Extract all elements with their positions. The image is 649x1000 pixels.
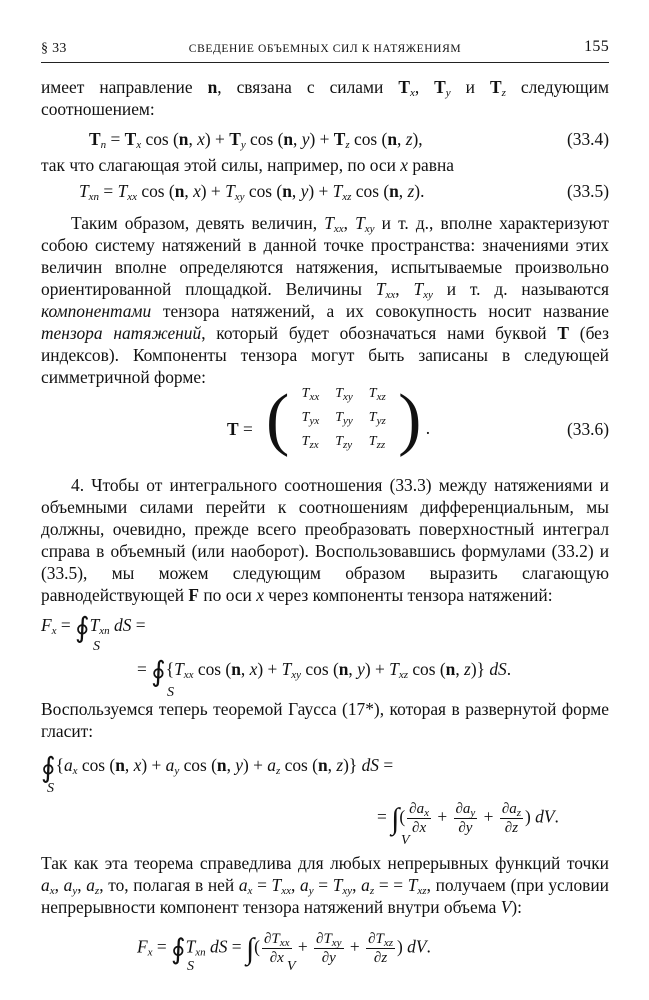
equation-number: (33.4) [566,129,609,149]
page-number: 155 [584,38,609,55]
paragraph-4: 4. Чтобы от интегрального соотношения (33.3) между натяжениями и объемными силами перейти к соотношениям дифференциальным, мы должны, очевидно, прежде всего преобразовать поверхностный интеграл справа в объемный (или наоборот). Воспользовавшись формулами (33.2) и (33.5), мы можем следующим образом выразить слагающую равнодействующей F по оси x через компоненты тензора натяжений: [41,475,609,605]
paragraph-6: Так как эта теорема справедлива для любых непрерывных функций точки $a_x$, $a_y$, $a_z$, то, полагая в ней $a_x = T_{xx}$, $a_y = T_{xy}$, $a_z$ = = $T_{xz}$, получаем (при условии непрерывности компонент тензора натяжений внутри объема V): [41,853,609,917]
section-number: § 33 [41,41,67,56]
equation-fx-final: $F_x$ = $∮T_{xn}$ dS = ∫( $\frac{\partial T_{xx}}{\partial x}$ + $\frac{\partial T_{xy}}{\partial y}$ + $\frac{\partial T_{xz}}{\partial z}$ ) dV. S V [137,931,431,974]
running-header [41,30,609,54]
equation-gauss-1: $∮\{a_x$ cos (n, $x) + a_y$ cos (n, $y) + a_z$ cos (n, z)} dS = S [41,753,394,796]
book-page [41,30,609,974]
paragraph-5: Воспользуемся теперь теоремой Гаусса (17*), которая в развернутой форме гласит: [41,699,609,741]
equation-fx-2: = $∮\{T_{xx}$ cos (n, $x) + T_{xy}$ cos (n, $y) + T_{xz}$ cos (n, z)} dS. S [137,657,512,700]
paragraph-1: имеет направление n, связана с силами $T_x$, $T_y$ и $T_z$ следующим соотношением: [41,77,609,119]
paragraph-3: Таким образом, девять величин, $T_{xx}$, $T_{xy}$ и т. д., вполне характеризуют собою систему натяжений в данной точке пространства: значениями этих величин вполне определяются натяжения, испытываемые произвольно ориентированной площадкой. Величины $T_{xx}$, $T_{xy}$ и т. д. называются компонентами тензора натяжений, а их совокупность носит название тензора натяжений, который будет обозначаться нами буквой T (без индексов). Компоненты тензора могут быть записаны в следующей симметричной форме: [41,213,609,387]
equation-number: (33.6) [566,419,609,439]
paragraph-2: так что слагающая этой силы, например, по оси x равна [41,155,454,175]
equation-33-6: T = ( $T_{xx}$ $T_{xy}$ $T_{xz}$ $T_{yx}$ $T_{yy}$ $T_{yz}$ $T_{zx}$ $T_{zy}$ $T_{zz}$ ) . (33.6) [227,381,609,458]
equation-33-4: $T_n = T_x$ cos (n, $x) + T_y$ cos (n, $y) + T_z$ cos (n, z), (33.4) [89,129,609,151]
header-rule [41,62,609,63]
running-title: СВЕДЕНИЕ ОБЪЕМНЫХ СИЛ К НАТЯЖЕНИЯМ [188,43,462,55]
equation-number: (33.5) [566,181,609,201]
page-body [41,76,609,976]
equation-gauss-2: = ∫( $\frac{\partial a_x}{\partial x}$ + $\frac{\partial a_y}{\partial y}$ + $\frac{\partial a_z}{\partial z}$ ) dV. V [377,801,559,848]
equation-fx-1: $F_x$ = $∮T_{xn}$ dS = S [41,613,146,654]
equation-33-5: $T_{xn} = T_{xx}$ cos (n, $x) + T_{xy}$ cos (n, $y) + T_{xz}$ cos (n, z). (33.5) [79,181,609,203]
